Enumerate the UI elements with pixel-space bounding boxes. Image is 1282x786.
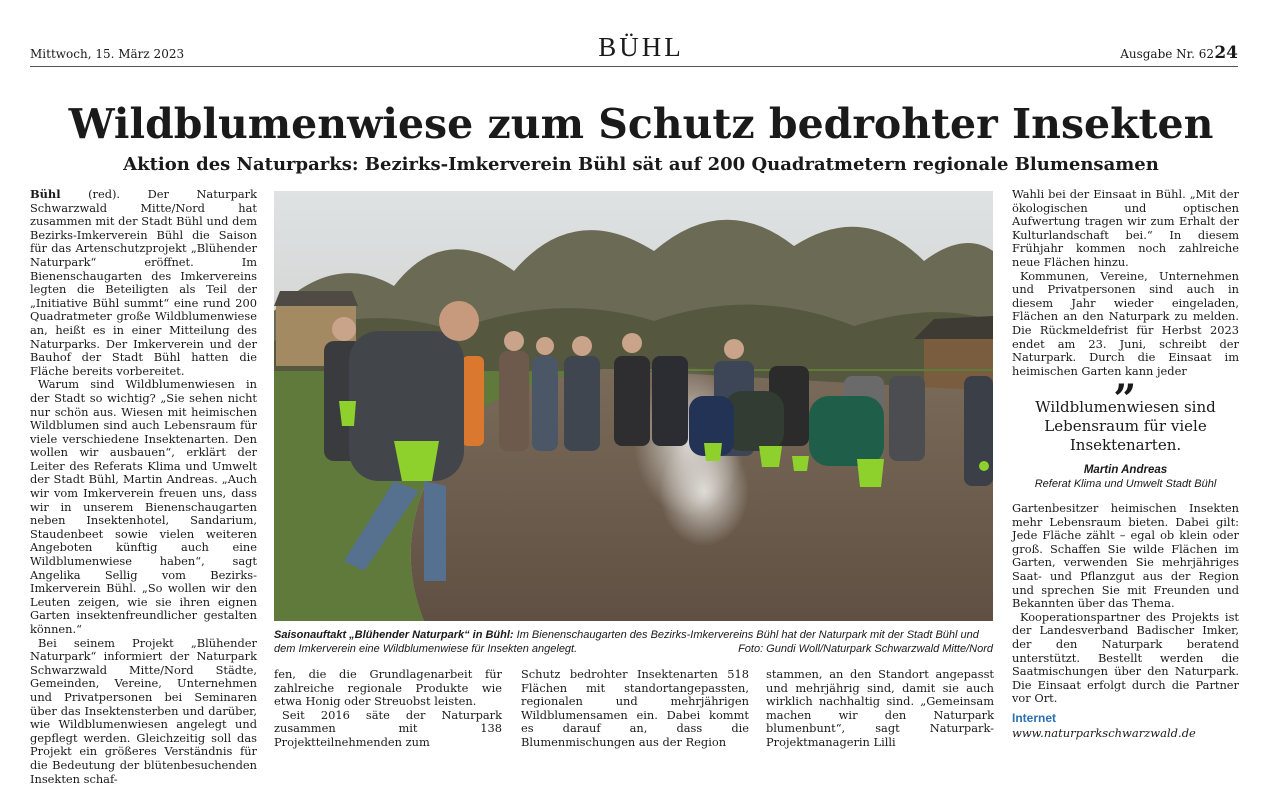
internet-label: Internet	[1012, 711, 1057, 725]
paragraph: fen, die die Grundlagenarbeit für zahlreiche regionale Produkte wie etwa Honig oder Streuobst leisten.	[274, 667, 502, 709]
paragraph: Kooperationspartner des Projekts ist der Landesverband Badischer Imker, der den Naturpark beratend unterstützt. Bestellt werden die Saatmischungen über den Naturpark. Die Einsaat erfolgt durch die Partner vor Ort.	[1012, 609, 1239, 706]
photo-illustration	[274, 191, 993, 621]
issue-date: Mittwoch, 15. März 2023	[30, 47, 185, 61]
paragraph: Bühl (red). Der Naturpark Schwarzwald Mitte/Nord hat zusammen mit der Stadt Bühl und dem Bezirks-Imkerverein Bühl die Saison für das Artenschutzprojekt „Blühender Naturpark“ eröffnet. Im Bienenschaugarten des Imkervereins legten die Beteiligten als Teil der „Initiative Bühl summt“ eine rund 200 Quadratmeter große Wildblumenwiese an, heißt es in einer Mitteilung des Naturparks. Der Imkerverein und der Bauhof der Stadt Bühl hatten die Fläche bereits vorbereitet.	[30, 187, 257, 378]
article-column-4	[766, 668, 994, 750]
article-column-2	[274, 668, 502, 750]
article-column-6	[1012, 501, 1239, 706]
section-title: BÜHL	[598, 32, 684, 62]
paragraph: Bei seinem Projekt „Blühender Naturpark“ informiert der Naturpark Schwarzwald Mitte/Nord Städte, Gemeinden, Vereine, Unternehmen und Privatpersonen bei Seminaren über das Insektensterben und darüber, wie Wildblumenwiesen angelegt und gepflegt werden. Gleichzeitig soll das Projekt ein größeres Verständnis für die Bedeutung der blütenbesuchenden Insekten schaf-	[30, 635, 257, 786]
quote-author: Martin Andreas	[1083, 464, 1168, 476]
issue-number: Ausgabe Nr. 62	[1120, 47, 1214, 61]
page-number: 24	[1214, 43, 1238, 63]
article-column-5	[1012, 187, 1239, 378]
dateline: Bühl	[30, 187, 61, 201]
paragraph: Schutz bedrohter Insektenarten 518 Flächen mit standortangepassten, regionalen und mehrjährigen Wildblumensamen ein. Dabei kommt es darauf an, dass die Blumenmischungen aus der Region	[521, 667, 749, 749]
header-rule	[30, 66, 1238, 67]
paragraph: Warum sind Wildblumenwiesen in der Stadt so wichtig? „Sie sehen nicht nur schön aus. Wiesen mit heimischen Wildblumen sind auch Lebensraum für viele verschiedene Insektenarten. Den wollen wir ausbauen“, erklärt der Leiter des Referats Klima und Umwelt der Stadt Bühl, Martin Andreas. „Auch wir vom Imkerverein freuen uns, dass wir in unserem Bienenschaugarten neben Insektenhotel, Sandarium, Staudenbeet sowie vielen weiteren Angeboten künftig auch eine Wildblumenwiese haben“, sagt Angelika Sellig vom Bezirks-Imkerverein Bühl. „So wollen wir den Leuten zeigen, wie sie ihren eignen Garten insektenfreundlicher gestalten können.“	[30, 377, 257, 636]
website-link[interactable]: www.naturparkschwarzwald.de	[1012, 726, 1196, 740]
article-subheadline: Aktion des Naturparks: Bezirks-Imkerverein Bühl sät auf 200 Quadratmetern regionale Blumensamen	[123, 154, 1159, 175]
paragraph: Seit 2016 säte der Naturpark zusammen mit 138 Projektteilnehmenden zum	[274, 707, 502, 749]
paragraph: Kommunen, Vereine, Unternehmen und Privatpersonen sind auch in diesem Jahr wieder eingeladen, Flächen an den Naturpark zu melden. Die Rückmeldefrist für Herbst 2023 endet am 23. Juni, schreibt der Naturpark. Durch die Einsaat im heimischen Garten kann jeder	[1012, 268, 1239, 378]
caption-text: Im Bienenschaugarten des Bezirks-Imkervereins Bühl hat der Naturpark mit der Stadt Bühl und dem Imkerverein eine Wildblumenwiese für Insekten angelegt.	[274, 629, 979, 655]
paragraph: Wahli bei der Einsaat in Bühl. „Mit der ökologischen und optischen Aufwertung tragen wir zum Erhalt der Kulturlandschaft bei.“ In diesem Frühjahr kommen noch zahlreiche neue Flächen hinzu.	[1012, 187, 1239, 269]
article-headline: Wildblumenwiese zum Schutz bedrohter Insekten	[68, 100, 1214, 148]
paragraph: stammen, an den Standort angepasst und mehrjährig sind, damit sie auch wirklich nachhaltig sind. „Gemeinsam machen wir den Naturpark blumenbunt“, sagt Naturpark-Projektmanagerin Lilli	[766, 667, 994, 749]
article-photo	[274, 191, 993, 621]
pull-quote: Wildblumenwiesen sind Lebensraum für viele Insektenarten.	[1035, 398, 1216, 454]
quote-mark-icon: „	[1113, 353, 1137, 400]
article-column-1	[30, 187, 257, 786]
paragraph: Gartenbesitzer heimischen Insekten mehr Lebensraum bieten. Dabei gilt: Jede Fläche zählt – egal ob klein oder groß. Schaffen Sie wilde Flächen im Garten, verwenden Sie mehrjähriges Saat- und Pflanzgut aus der Region und sprechen Sie mit Freunden und Bekannten über das Thema.	[1012, 501, 1239, 611]
photo-caption	[274, 628, 993, 656]
article-column-3	[521, 668, 749, 750]
photo-credit: Foto: Gundi Woll/Naturpark Schwarzwald Mitte/Nord	[738, 643, 993, 655]
quote-role: Referat Klima und Umwelt Stadt Bühl	[1034, 478, 1217, 490]
caption-lead: Saisonauftakt „Blühender Naturpark“ in Bühl:	[274, 629, 514, 641]
